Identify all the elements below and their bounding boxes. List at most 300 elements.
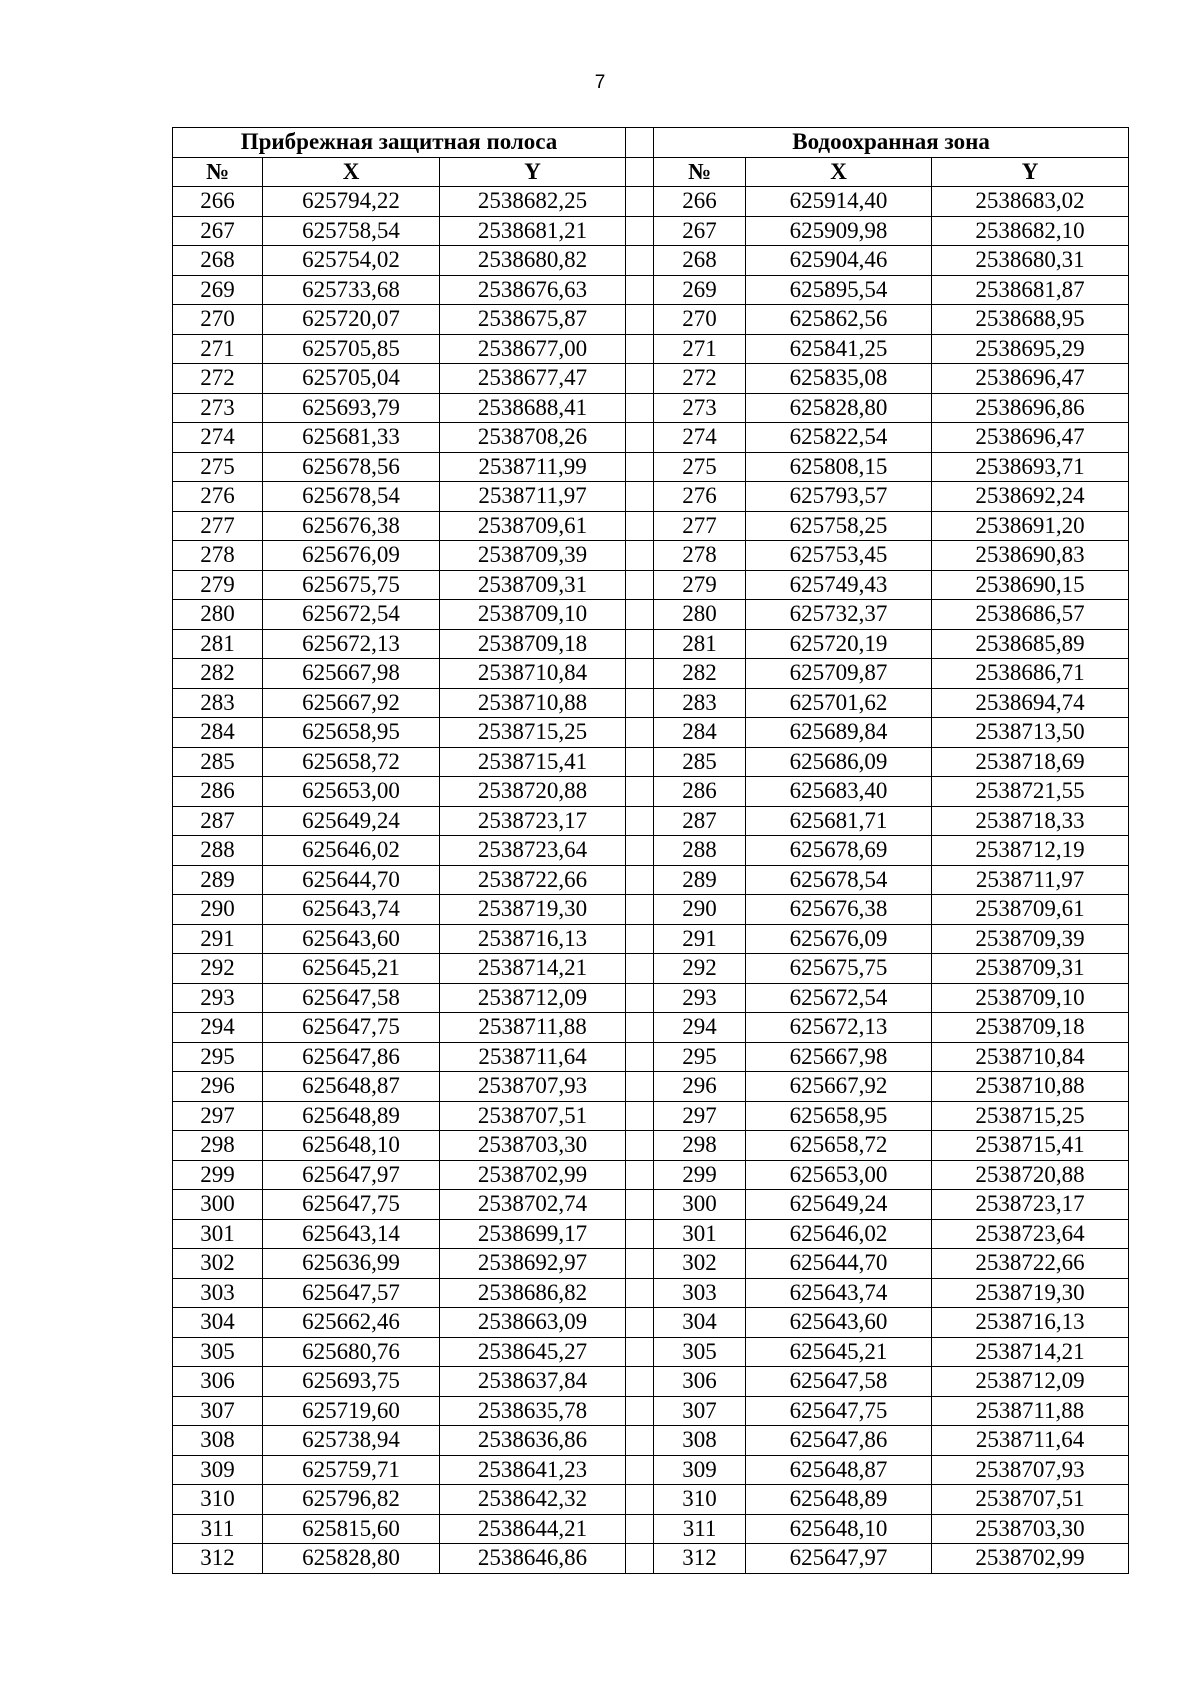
section-gap bbox=[626, 1455, 654, 1485]
right-cell-number: 302 bbox=[654, 1249, 746, 1279]
left-cell-number: 296 bbox=[173, 1072, 263, 1102]
left-cell-y: 2538635,78 bbox=[440, 1396, 626, 1426]
right-cell-y: 2538720,88 bbox=[932, 1160, 1129, 1190]
left-cell-x: 625693,79 bbox=[263, 393, 440, 423]
right-cell-x: 625681,71 bbox=[746, 806, 932, 836]
left-cell-y: 2538703,30 bbox=[440, 1131, 626, 1161]
section-gap bbox=[626, 1485, 654, 1515]
right-cell-number: 291 bbox=[654, 924, 746, 954]
right-cell-x: 625647,75 bbox=[746, 1396, 932, 1426]
right-cell-number: 281 bbox=[654, 629, 746, 659]
left-cell-number: 307 bbox=[173, 1396, 263, 1426]
left-cell-x: 625667,92 bbox=[263, 688, 440, 718]
left-cell-y: 2538675,87 bbox=[440, 305, 626, 335]
left-cell-y: 2538711,97 bbox=[440, 482, 626, 512]
right-cell-number: 288 bbox=[654, 836, 746, 866]
right-cell-y: 2538709,39 bbox=[932, 924, 1129, 954]
table-row bbox=[173, 747, 1129, 777]
right-cell-number: 310 bbox=[654, 1485, 746, 1515]
left-cell-x: 625693,75 bbox=[263, 1367, 440, 1397]
right-cell-x: 625649,24 bbox=[746, 1190, 932, 1220]
table-row bbox=[173, 1101, 1129, 1131]
right-cell-y: 2538714,21 bbox=[932, 1337, 1129, 1367]
left-cell-x: 625646,02 bbox=[263, 836, 440, 866]
left-cell-y: 2538714,21 bbox=[440, 954, 626, 984]
section-gap bbox=[626, 1544, 654, 1574]
right-cell-y: 2538683,02 bbox=[932, 187, 1129, 217]
left-cell-x: 625662,46 bbox=[263, 1308, 440, 1338]
right-cell-number: 284 bbox=[654, 718, 746, 748]
left-cell-number: 289 bbox=[173, 865, 263, 895]
left-cell-x: 625754,02 bbox=[263, 246, 440, 276]
left-cell-y: 2538709,31 bbox=[440, 570, 626, 600]
right-cell-y: 2538715,25 bbox=[932, 1101, 1129, 1131]
left-section-title: Прибрежная защитная полоса bbox=[173, 128, 626, 158]
table-row bbox=[173, 1160, 1129, 1190]
left-cell-y: 2538711,88 bbox=[440, 1013, 626, 1043]
right-cell-number: 311 bbox=[654, 1514, 746, 1544]
left-cell-x: 625681,33 bbox=[263, 423, 440, 453]
left-header-x: X bbox=[263, 157, 440, 187]
left-cell-y: 2538702,99 bbox=[440, 1160, 626, 1190]
right-header-number: № bbox=[654, 157, 746, 187]
left-cell-x: 625738,94 bbox=[263, 1426, 440, 1456]
left-cell-x: 625705,04 bbox=[263, 364, 440, 394]
left-header-number: № bbox=[173, 157, 263, 187]
right-cell-number: 269 bbox=[654, 275, 746, 305]
table-row bbox=[173, 1367, 1129, 1397]
left-cell-y: 2538722,66 bbox=[440, 865, 626, 895]
right-cell-x: 625686,09 bbox=[746, 747, 932, 777]
table-row bbox=[173, 1337, 1129, 1367]
left-cell-x: 625647,75 bbox=[263, 1013, 440, 1043]
right-cell-x: 625909,98 bbox=[746, 216, 932, 246]
left-cell-x: 625680,76 bbox=[263, 1337, 440, 1367]
left-cell-x: 625643,60 bbox=[263, 924, 440, 954]
left-cell-y: 2538676,63 bbox=[440, 275, 626, 305]
left-cell-y: 2538686,82 bbox=[440, 1278, 626, 1308]
section-gap bbox=[626, 688, 654, 718]
left-cell-number: 274 bbox=[173, 423, 263, 453]
section-gap bbox=[626, 1337, 654, 1367]
left-cell-y: 2538682,25 bbox=[440, 187, 626, 217]
table-row bbox=[173, 1249, 1129, 1279]
right-cell-x: 625643,60 bbox=[746, 1308, 932, 1338]
left-cell-y: 2538692,97 bbox=[440, 1249, 626, 1279]
left-cell-y: 2538699,17 bbox=[440, 1219, 626, 1249]
right-cell-x: 625672,54 bbox=[746, 983, 932, 1013]
right-cell-y: 2538723,17 bbox=[932, 1190, 1129, 1220]
right-cell-y: 2538721,55 bbox=[932, 777, 1129, 807]
left-cell-x: 625649,24 bbox=[263, 806, 440, 836]
right-cell-x: 625835,08 bbox=[746, 364, 932, 394]
left-cell-x: 625647,86 bbox=[263, 1042, 440, 1072]
section-gap bbox=[626, 1101, 654, 1131]
right-cell-number: 289 bbox=[654, 865, 746, 895]
right-cell-number: 279 bbox=[654, 570, 746, 600]
table-row bbox=[173, 865, 1129, 895]
section-gap bbox=[626, 895, 654, 925]
right-cell-y: 2538718,33 bbox=[932, 806, 1129, 836]
right-cell-x: 625675,75 bbox=[746, 954, 932, 984]
left-cell-x: 625643,14 bbox=[263, 1219, 440, 1249]
section-gap bbox=[626, 452, 654, 482]
left-cell-number: 299 bbox=[173, 1160, 263, 1190]
left-cell-y: 2538709,10 bbox=[440, 600, 626, 630]
left-cell-x: 625676,09 bbox=[263, 541, 440, 571]
right-cell-x: 625647,97 bbox=[746, 1544, 932, 1574]
left-cell-x: 625667,98 bbox=[263, 659, 440, 689]
left-cell-number: 300 bbox=[173, 1190, 263, 1220]
section-gap bbox=[626, 954, 654, 984]
table-row bbox=[173, 1396, 1129, 1426]
right-cell-number: 275 bbox=[654, 452, 746, 482]
right-cell-x: 625646,02 bbox=[746, 1219, 932, 1249]
left-cell-number: 308 bbox=[173, 1426, 263, 1456]
right-cell-number: 271 bbox=[654, 334, 746, 364]
right-cell-x: 625678,54 bbox=[746, 865, 932, 895]
left-cell-x: 625647,57 bbox=[263, 1278, 440, 1308]
right-cell-x: 625645,21 bbox=[746, 1337, 932, 1367]
right-cell-y: 2538712,09 bbox=[932, 1367, 1129, 1397]
left-cell-y: 2538723,64 bbox=[440, 836, 626, 866]
left-cell-number: 293 bbox=[173, 983, 263, 1013]
section-gap bbox=[626, 541, 654, 571]
table-row bbox=[173, 1190, 1129, 1220]
left-cell-number: 276 bbox=[173, 482, 263, 512]
right-cell-number: 276 bbox=[654, 482, 746, 512]
right-cell-x: 625689,84 bbox=[746, 718, 932, 748]
right-cell-y: 2538711,97 bbox=[932, 865, 1129, 895]
section-gap bbox=[626, 1042, 654, 1072]
right-cell-y: 2538718,69 bbox=[932, 747, 1129, 777]
right-cell-number: 266 bbox=[654, 187, 746, 217]
section-gap bbox=[626, 157, 654, 187]
left-cell-x: 625796,82 bbox=[263, 1485, 440, 1515]
right-cell-y: 2538707,51 bbox=[932, 1485, 1129, 1515]
right-cell-number: 294 bbox=[654, 1013, 746, 1043]
right-cell-y: 2538709,10 bbox=[932, 983, 1129, 1013]
table-row bbox=[173, 718, 1129, 748]
table-row bbox=[173, 1426, 1129, 1456]
table-row bbox=[173, 629, 1129, 659]
left-cell-y: 2538707,51 bbox=[440, 1101, 626, 1131]
right-cell-x: 625828,80 bbox=[746, 393, 932, 423]
left-cell-number: 290 bbox=[173, 895, 263, 925]
right-cell-y: 2538695,29 bbox=[932, 334, 1129, 364]
left-cell-number: 286 bbox=[173, 777, 263, 807]
left-cell-x: 625719,60 bbox=[263, 1396, 440, 1426]
table-row bbox=[173, 275, 1129, 305]
left-cell-number: 285 bbox=[173, 747, 263, 777]
left-cell-number: 291 bbox=[173, 924, 263, 954]
left-cell-number: 305 bbox=[173, 1337, 263, 1367]
table-row bbox=[173, 452, 1129, 482]
left-cell-number: 303 bbox=[173, 1278, 263, 1308]
left-cell-x: 625648,87 bbox=[263, 1072, 440, 1102]
right-cell-y: 2538686,71 bbox=[932, 659, 1129, 689]
right-cell-y: 2538710,88 bbox=[932, 1072, 1129, 1102]
table-row bbox=[173, 364, 1129, 394]
right-cell-x: 625749,43 bbox=[746, 570, 932, 600]
left-cell-number: 312 bbox=[173, 1544, 263, 1574]
right-cell-x: 625732,37 bbox=[746, 600, 932, 630]
right-cell-number: 282 bbox=[654, 659, 746, 689]
section-gap bbox=[626, 305, 654, 335]
right-cell-y: 2538709,61 bbox=[932, 895, 1129, 925]
right-cell-number: 298 bbox=[654, 1131, 746, 1161]
left-cell-y: 2538709,18 bbox=[440, 629, 626, 659]
right-cell-number: 285 bbox=[654, 747, 746, 777]
section-gap bbox=[626, 718, 654, 748]
table-row bbox=[173, 1013, 1129, 1043]
table-row bbox=[173, 954, 1129, 984]
table-row bbox=[173, 393, 1129, 423]
table-row bbox=[173, 659, 1129, 689]
table-row bbox=[173, 1072, 1129, 1102]
right-cell-y: 2538716,13 bbox=[932, 1308, 1129, 1338]
left-cell-number: 267 bbox=[173, 216, 263, 246]
left-cell-x: 625720,07 bbox=[263, 305, 440, 335]
left-cell-x: 625733,68 bbox=[263, 275, 440, 305]
right-cell-number: 287 bbox=[654, 806, 746, 836]
right-cell-number: 304 bbox=[654, 1308, 746, 1338]
section-gap bbox=[626, 216, 654, 246]
right-cell-y: 2538712,19 bbox=[932, 836, 1129, 866]
section-gap bbox=[626, 836, 654, 866]
left-cell-number: 281 bbox=[173, 629, 263, 659]
left-cell-x: 625794,22 bbox=[263, 187, 440, 217]
section-gap bbox=[626, 777, 654, 807]
section-gap bbox=[626, 334, 654, 364]
right-cell-number: 305 bbox=[654, 1337, 746, 1367]
section-gap bbox=[626, 1190, 654, 1220]
left-cell-x: 625645,21 bbox=[263, 954, 440, 984]
right-cell-number: 272 bbox=[654, 364, 746, 394]
left-cell-y: 2538663,09 bbox=[440, 1308, 626, 1338]
right-cell-number: 270 bbox=[654, 305, 746, 335]
right-cell-number: 267 bbox=[654, 216, 746, 246]
right-cell-x: 625683,40 bbox=[746, 777, 932, 807]
right-cell-x: 625720,19 bbox=[746, 629, 932, 659]
right-cell-x: 625658,72 bbox=[746, 1131, 932, 1161]
right-cell-number: 303 bbox=[654, 1278, 746, 1308]
left-cell-number: 282 bbox=[173, 659, 263, 689]
right-cell-y: 2538723,64 bbox=[932, 1219, 1129, 1249]
right-cell-number: 277 bbox=[654, 511, 746, 541]
right-cell-x: 625701,62 bbox=[746, 688, 932, 718]
right-cell-y: 2538685,89 bbox=[932, 629, 1129, 659]
right-cell-x: 625709,87 bbox=[746, 659, 932, 689]
right-cell-x: 625808,15 bbox=[746, 452, 932, 482]
right-cell-number: 309 bbox=[654, 1455, 746, 1485]
table-row bbox=[173, 777, 1129, 807]
left-cell-y: 2538646,86 bbox=[440, 1544, 626, 1574]
right-cell-y: 2538693,71 bbox=[932, 452, 1129, 482]
section-gap bbox=[626, 1308, 654, 1338]
right-cell-y: 2538686,57 bbox=[932, 600, 1129, 630]
right-cell-number: 307 bbox=[654, 1396, 746, 1426]
left-cell-x: 625653,00 bbox=[263, 777, 440, 807]
table-row bbox=[173, 836, 1129, 866]
right-cell-x: 625667,98 bbox=[746, 1042, 932, 1072]
right-cell-x: 625758,25 bbox=[746, 511, 932, 541]
right-cell-number: 278 bbox=[654, 541, 746, 571]
right-cell-y: 2538688,95 bbox=[932, 305, 1129, 335]
table-row bbox=[173, 806, 1129, 836]
right-cell-y: 2538709,31 bbox=[932, 954, 1129, 984]
left-cell-y: 2538677,00 bbox=[440, 334, 626, 364]
right-cell-y: 2538707,93 bbox=[932, 1455, 1129, 1485]
right-cell-x: 625647,86 bbox=[746, 1426, 932, 1456]
right-cell-number: 290 bbox=[654, 895, 746, 925]
left-cell-x: 625648,10 bbox=[263, 1131, 440, 1161]
coordinates-body bbox=[173, 187, 1129, 1574]
section-gap bbox=[626, 629, 654, 659]
table-row bbox=[173, 216, 1129, 246]
left-cell-y: 2538711,64 bbox=[440, 1042, 626, 1072]
right-cell-x: 625667,92 bbox=[746, 1072, 932, 1102]
left-cell-number: 301 bbox=[173, 1219, 263, 1249]
right-cell-number: 274 bbox=[654, 423, 746, 453]
right-cell-y: 2538696,47 bbox=[932, 364, 1129, 394]
right-cell-y: 2538692,24 bbox=[932, 482, 1129, 512]
left-cell-y: 2538688,41 bbox=[440, 393, 626, 423]
right-cell-x: 625647,58 bbox=[746, 1367, 932, 1397]
table-row bbox=[173, 570, 1129, 600]
left-cell-x: 625676,38 bbox=[263, 511, 440, 541]
left-cell-y: 2538702,74 bbox=[440, 1190, 626, 1220]
table-row bbox=[173, 1042, 1129, 1072]
left-cell-x: 625648,89 bbox=[263, 1101, 440, 1131]
left-cell-number: 309 bbox=[173, 1455, 263, 1485]
section-gap bbox=[626, 570, 654, 600]
section-gap bbox=[626, 1219, 654, 1249]
section-gap bbox=[626, 1426, 654, 1456]
right-cell-x: 625676,38 bbox=[746, 895, 932, 925]
right-cell-x: 625648,10 bbox=[746, 1514, 932, 1544]
left-cell-y: 2538680,82 bbox=[440, 246, 626, 276]
section-gap bbox=[626, 511, 654, 541]
left-cell-y: 2538645,27 bbox=[440, 1337, 626, 1367]
right-cell-number: 299 bbox=[654, 1160, 746, 1190]
left-cell-number: 273 bbox=[173, 393, 263, 423]
left-cell-number: 266 bbox=[173, 187, 263, 217]
right-cell-y: 2538710,84 bbox=[932, 1042, 1129, 1072]
right-cell-x: 625676,09 bbox=[746, 924, 932, 954]
right-cell-y: 2538680,31 bbox=[932, 246, 1129, 276]
left-cell-number: 272 bbox=[173, 364, 263, 394]
right-cell-y: 2538709,18 bbox=[932, 1013, 1129, 1043]
left-header-y: Y bbox=[440, 157, 626, 187]
left-cell-number: 292 bbox=[173, 954, 263, 984]
left-cell-x: 625643,74 bbox=[263, 895, 440, 925]
right-cell-y: 2538722,66 bbox=[932, 1249, 1129, 1279]
right-cell-number: 286 bbox=[654, 777, 746, 807]
section-gap bbox=[626, 865, 654, 895]
column-header-row bbox=[173, 157, 1129, 187]
left-cell-x: 625678,54 bbox=[263, 482, 440, 512]
right-cell-x: 625793,57 bbox=[746, 482, 932, 512]
section-gap bbox=[626, 747, 654, 777]
left-cell-y: 2538641,23 bbox=[440, 1455, 626, 1485]
section-gap bbox=[626, 1072, 654, 1102]
right-cell-x: 625643,74 bbox=[746, 1278, 932, 1308]
left-cell-y: 2538710,84 bbox=[440, 659, 626, 689]
left-cell-x: 625758,54 bbox=[263, 216, 440, 246]
right-cell-number: 308 bbox=[654, 1426, 746, 1456]
section-gap bbox=[626, 423, 654, 453]
left-cell-x: 625658,95 bbox=[263, 718, 440, 748]
table-row bbox=[173, 1544, 1129, 1574]
right-cell-x: 625644,70 bbox=[746, 1249, 932, 1279]
left-cell-number: 295 bbox=[173, 1042, 263, 1072]
right-cell-x: 625648,87 bbox=[746, 1455, 932, 1485]
left-cell-y: 2538719,30 bbox=[440, 895, 626, 925]
left-cell-x: 625644,70 bbox=[263, 865, 440, 895]
right-cell-y: 2538711,88 bbox=[932, 1396, 1129, 1426]
right-header-y: Y bbox=[932, 157, 1129, 187]
left-cell-x: 625815,60 bbox=[263, 1514, 440, 1544]
left-cell-x: 625658,72 bbox=[263, 747, 440, 777]
left-cell-number: 280 bbox=[173, 600, 263, 630]
left-cell-x: 625678,56 bbox=[263, 452, 440, 482]
section-gap bbox=[626, 600, 654, 630]
section-gap bbox=[626, 659, 654, 689]
right-cell-number: 273 bbox=[654, 393, 746, 423]
right-cell-number: 296 bbox=[654, 1072, 746, 1102]
left-cell-number: 270 bbox=[173, 305, 263, 335]
section-gap bbox=[626, 246, 654, 276]
left-cell-x: 625759,71 bbox=[263, 1455, 440, 1485]
right-cell-number: 295 bbox=[654, 1042, 746, 1072]
right-cell-number: 283 bbox=[654, 688, 746, 718]
coordinates-table bbox=[172, 127, 1129, 1574]
table-row bbox=[173, 983, 1129, 1013]
right-cell-y: 2538696,86 bbox=[932, 393, 1129, 423]
section-gap bbox=[626, 1249, 654, 1279]
section-gap bbox=[626, 1367, 654, 1397]
section-gap bbox=[626, 1131, 654, 1161]
right-cell-number: 300 bbox=[654, 1190, 746, 1220]
right-cell-y: 2538702,99 bbox=[932, 1544, 1129, 1574]
section-gap bbox=[626, 275, 654, 305]
table-row bbox=[173, 423, 1129, 453]
left-cell-y: 2538723,17 bbox=[440, 806, 626, 836]
left-cell-y: 2538712,09 bbox=[440, 983, 626, 1013]
right-cell-y: 2538682,10 bbox=[932, 216, 1129, 246]
right-cell-number: 306 bbox=[654, 1367, 746, 1397]
left-cell-y: 2538720,88 bbox=[440, 777, 626, 807]
table-row bbox=[173, 600, 1129, 630]
section-gap bbox=[626, 1160, 654, 1190]
right-cell-x: 625658,95 bbox=[746, 1101, 932, 1131]
table-row bbox=[173, 688, 1129, 718]
section-gap bbox=[626, 1514, 654, 1544]
right-cell-number: 293 bbox=[654, 983, 746, 1013]
right-cell-x: 625914,40 bbox=[746, 187, 932, 217]
table-row bbox=[173, 895, 1129, 925]
section-gap bbox=[626, 482, 654, 512]
left-cell-x: 625828,80 bbox=[263, 1544, 440, 1574]
right-cell-number: 312 bbox=[654, 1544, 746, 1574]
right-cell-x: 625648,89 bbox=[746, 1485, 932, 1515]
left-cell-x: 625647,75 bbox=[263, 1190, 440, 1220]
left-cell-x: 625675,75 bbox=[263, 570, 440, 600]
left-cell-number: 284 bbox=[173, 718, 263, 748]
right-cell-x: 625822,54 bbox=[746, 423, 932, 453]
left-cell-y: 2538681,21 bbox=[440, 216, 626, 246]
